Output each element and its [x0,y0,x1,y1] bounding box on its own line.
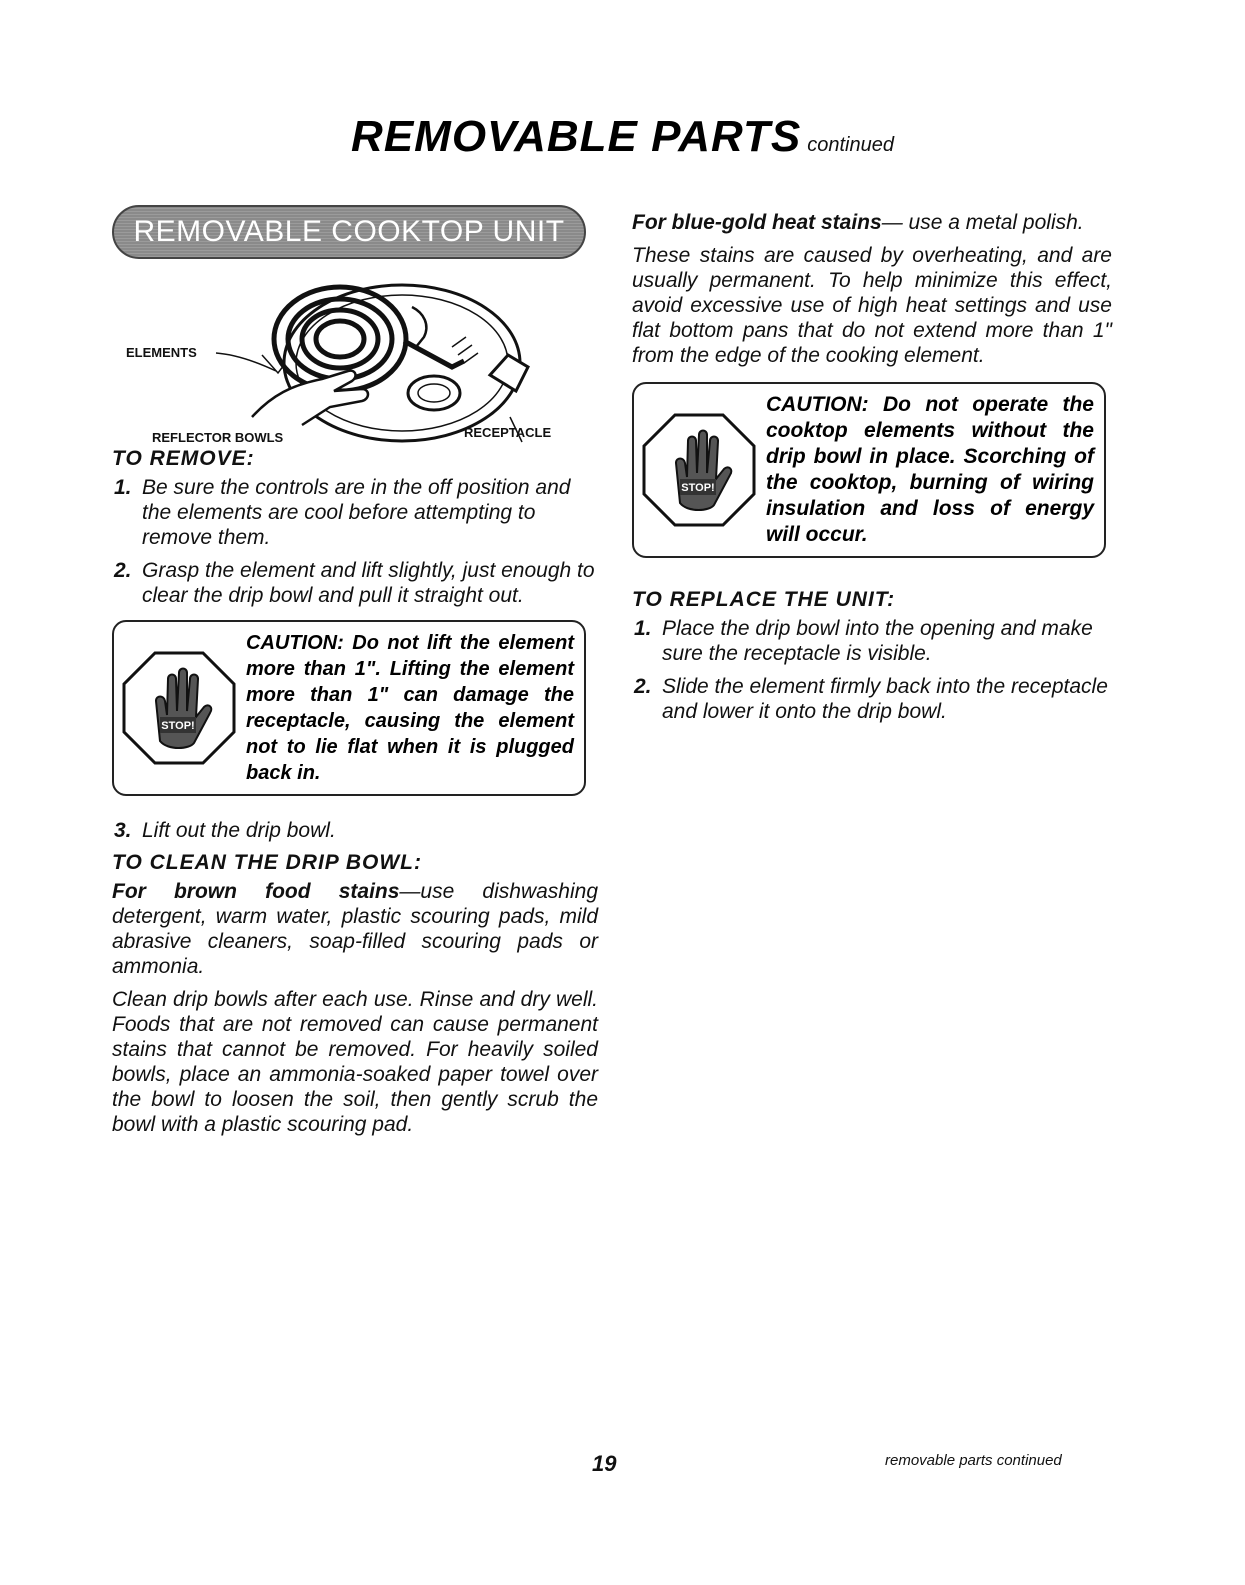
stains-paragraph: These stains are caused by overheating, and are usually permanent. To help minimize this effect, avoid excessive use of high heat settings and use flat bottom pans that do not extend more than 1" from the edge of the cooking element. [632,244,1112,367]
footer-note: removable parts continued [885,1452,1062,1469]
stop-hand-icon [120,649,238,767]
step-text: Slide the element firmly back into the receptacle and lower it onto the drip bowl. [662,675,1108,723]
clean-drip-bowl-heading: TO CLEAN THE DRIP BOWL: [112,851,422,874]
blue-stains-paragraph [632,210,1112,235]
remove-steps [112,475,598,608]
page-title [0,112,1245,162]
title-text: REMOVABLE PARTS [351,112,802,161]
to-remove-heading: TO REMOVE: [112,447,255,470]
clean-paragraph: Clean drip bowls after each use. Rinse and dry well. Foods that are not removed can cause permanent stains that cannot be removed. For heavily soiled bowls, place an ammonia-soaked paper towel over the bowl to loosen the soil, then gently scrub the bowl with a plastic scouring pad. [112,988,598,1136]
stop-label: STOP! [681,482,715,494]
replace-steps [632,616,1112,724]
list-item [112,818,598,843]
left-column [112,205,598,1145]
section-banner-label: REMOVABLE COOKTOP UNIT [133,215,565,248]
caution-box-lift [112,620,586,796]
stop-hand-icon [640,411,758,529]
blue-stains-text: — use a metal polish. [881,211,1084,234]
step-text: Lift out the drip bowl. [142,819,336,842]
caution-text: CAUTION: Do not operate the cooktop elements without the drip bowl in place. Scorching of the cooktop, burning of wiring insulation and loss of energy will occur. [766,393,1094,546]
receptacle-label: RECEPTACLE [464,425,552,440]
right-column [632,210,1112,732]
title-subtitle: continued [807,134,894,156]
list-item [632,616,1112,666]
brown-stains-text: —use dishwashing detergent, warm water, plastic scouring pads, mild abrasive cleaners, soap-filled scouring pads or ammonia. [112,880,598,978]
step-number: 3. [114,819,132,842]
remove-step-3 [112,818,598,843]
replace-unit-heading: TO REPLACE THE UNIT: [632,588,896,611]
blue-stains-lead: For blue-gold heat stains [632,211,882,234]
brown-stains-paragraph [112,879,598,979]
stop-label: STOP! [161,720,195,732]
brown-stains-lead: For brown food stains [112,880,400,903]
step-number: 1. [634,617,652,640]
step-text: Be sure the controls are in the off position and the elements are cool before attempting to remove them. [142,476,571,549]
caution-text: CAUTION: Do not lift the element more than 1". Lifting the element more than 1" can damage the receptacle, causing the element not to lie flat when it is plugged back in. [246,632,574,784]
step-number: 1. [114,476,132,499]
reflector-bowls-label: REFLECTOR BOWLS [152,430,284,445]
list-item [632,674,1112,724]
list-item [112,558,598,608]
step-number: 2. [634,675,652,698]
caution-box-operate [632,382,1106,558]
step-text: Place the drip bowl into the opening and make sure the receptacle is visible. [662,617,1093,665]
cooktop-illustration [112,267,586,445]
step-text: Grasp the element and lift slightly, just enough to clear the drip bowl and pull it straight out. [142,559,595,607]
list-item [112,475,598,550]
elements-label: ELEMENTS [126,345,197,360]
page-number: 19 [592,1451,617,1476]
step-number: 2. [114,559,132,582]
section-banner [112,205,586,259]
